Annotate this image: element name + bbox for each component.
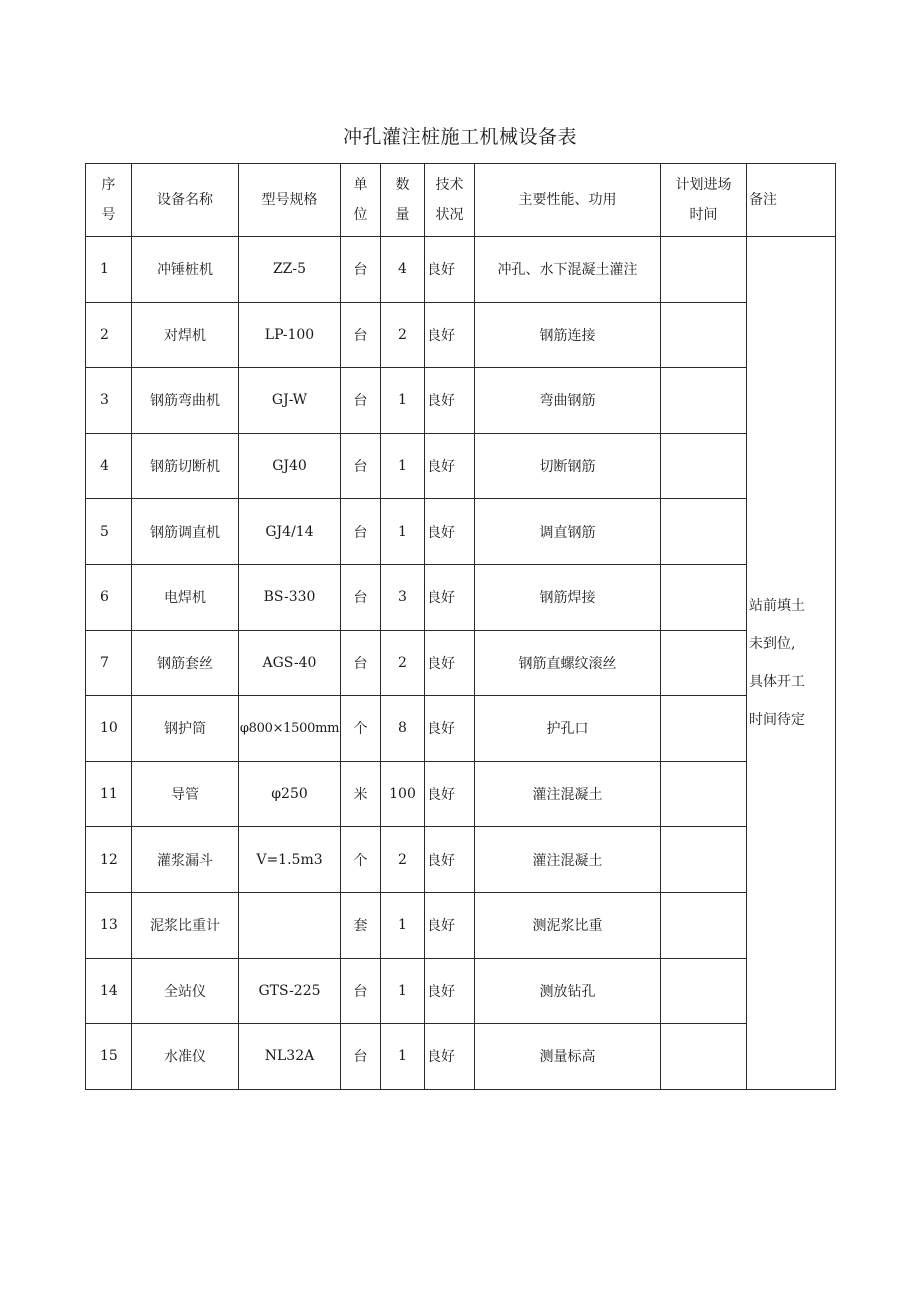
cell-status: 良好 bbox=[425, 761, 475, 827]
cell-qty: 100 bbox=[381, 761, 425, 827]
cell-seq: 11 bbox=[86, 761, 132, 827]
cell-unit: 台 bbox=[341, 433, 381, 499]
header-plan: 计划进场 时间 bbox=[661, 164, 747, 237]
cell-plan bbox=[661, 696, 747, 762]
cell-status: 良好 bbox=[425, 630, 475, 696]
cell-qty: 1 bbox=[381, 958, 425, 1024]
cell-unit: 台 bbox=[341, 958, 381, 1024]
cell-seq: 7 bbox=[86, 630, 132, 696]
cell-model bbox=[239, 892, 341, 958]
cell-unit: 台 bbox=[341, 237, 381, 303]
cell-model: GJ40 bbox=[239, 433, 341, 499]
cell-seq: 1 bbox=[86, 237, 132, 303]
cell-qty: 2 bbox=[381, 630, 425, 696]
cell-model: ZZ-5 bbox=[239, 237, 341, 303]
cell-plan bbox=[661, 302, 747, 368]
cell-model: NL32A bbox=[239, 1024, 341, 1090]
cell-model: BS-330 bbox=[239, 564, 341, 630]
cell-qty: 1 bbox=[381, 499, 425, 565]
cell-seq: 2 bbox=[86, 302, 132, 368]
header-row bbox=[86, 164, 836, 237]
table-row bbox=[86, 433, 836, 499]
header-function: 主要性能、功用 bbox=[475, 164, 661, 237]
cell-plan bbox=[661, 237, 747, 303]
cell-unit: 米 bbox=[341, 761, 381, 827]
cell-model: φ250 bbox=[239, 761, 341, 827]
cell-status: 良好 bbox=[425, 499, 475, 565]
cell-status: 良好 bbox=[425, 564, 475, 630]
cell-function: 测放钻孔 bbox=[475, 958, 661, 1024]
cell-plan bbox=[661, 827, 747, 893]
cell-name: 灌浆漏斗 bbox=[132, 827, 239, 893]
cell-status: 良好 bbox=[425, 237, 475, 303]
equipment-table bbox=[85, 163, 836, 1090]
cell-seq: 13 bbox=[86, 892, 132, 958]
cell-function: 护孔口 bbox=[475, 696, 661, 762]
cell-model: V=1.5m3 bbox=[239, 827, 341, 893]
cell-unit: 个 bbox=[341, 827, 381, 893]
cell-seq: 3 bbox=[86, 368, 132, 434]
cell-model: LP-100 bbox=[239, 302, 341, 368]
cell-function: 弯曲钢筋 bbox=[475, 368, 661, 434]
cell-name: 钢筋切断机 bbox=[132, 433, 239, 499]
cell-model: φ800×1500mm bbox=[239, 696, 341, 762]
cell-plan bbox=[661, 433, 747, 499]
cell-name: 冲锤桩机 bbox=[132, 237, 239, 303]
cell-plan bbox=[661, 958, 747, 1024]
cell-function: 切断钢筋 bbox=[475, 433, 661, 499]
cell-unit: 台 bbox=[341, 564, 381, 630]
cell-seq: 10 bbox=[86, 696, 132, 762]
header-status: 技术 状况 bbox=[425, 164, 475, 237]
cell-status: 良好 bbox=[425, 892, 475, 958]
cell-seq: 15 bbox=[86, 1024, 132, 1090]
cell-model: AGS-40 bbox=[239, 630, 341, 696]
cell-seq: 4 bbox=[86, 433, 132, 499]
cell-seq: 12 bbox=[86, 827, 132, 893]
cell-status: 良好 bbox=[425, 368, 475, 434]
cell-qty: 3 bbox=[381, 564, 425, 630]
cell-function: 冲孔、水下混凝土灌注 bbox=[475, 237, 661, 303]
cell-remark: 站前填土 未到位, 具体开工 时间待定 bbox=[747, 237, 836, 1090]
cell-model: GJ-W bbox=[239, 368, 341, 434]
cell-function: 灌注混凝土 bbox=[475, 761, 661, 827]
page-title: 冲孔灌注桩施工机械设备表 bbox=[342, 126, 577, 148]
table-row bbox=[86, 237, 836, 303]
table-row bbox=[86, 302, 836, 368]
cell-status: 良好 bbox=[425, 1024, 475, 1090]
cell-model: GJ4/14 bbox=[239, 499, 341, 565]
cell-plan bbox=[661, 630, 747, 696]
cell-qty: 1 bbox=[381, 1024, 425, 1090]
cell-qty: 8 bbox=[381, 696, 425, 762]
table-row bbox=[86, 761, 836, 827]
table-row bbox=[86, 1024, 836, 1090]
cell-qty: 2 bbox=[381, 827, 425, 893]
cell-name: 钢筋弯曲机 bbox=[132, 368, 239, 434]
cell-function: 测泥浆比重 bbox=[475, 892, 661, 958]
cell-unit: 台 bbox=[341, 302, 381, 368]
cell-name: 泥浆比重计 bbox=[132, 892, 239, 958]
cell-status: 良好 bbox=[425, 302, 475, 368]
cell-function: 钢筋焊接 bbox=[475, 564, 661, 630]
cell-unit: 台 bbox=[341, 1024, 381, 1090]
cell-unit: 个 bbox=[341, 696, 381, 762]
table-row bbox=[86, 892, 836, 958]
table-row bbox=[86, 368, 836, 434]
cell-seq: 5 bbox=[86, 499, 132, 565]
cell-name: 钢筋套丝 bbox=[132, 630, 239, 696]
header-name: 设备名称 bbox=[132, 164, 239, 237]
cell-unit: 台 bbox=[341, 368, 381, 434]
table-row bbox=[86, 696, 836, 762]
cell-plan bbox=[661, 564, 747, 630]
cell-name: 导管 bbox=[132, 761, 239, 827]
cell-status: 良好 bbox=[425, 696, 475, 762]
cell-name: 钢护筒 bbox=[132, 696, 239, 762]
cell-qty: 2 bbox=[381, 302, 425, 368]
cell-unit: 套 bbox=[341, 892, 381, 958]
cell-name: 电焊机 bbox=[132, 564, 239, 630]
cell-qty: 4 bbox=[381, 237, 425, 303]
table-row bbox=[86, 564, 836, 630]
cell-unit: 台 bbox=[341, 499, 381, 565]
header-remark: 备注 bbox=[747, 164, 836, 237]
table-row bbox=[86, 827, 836, 893]
table-row bbox=[86, 499, 836, 565]
header-qty: 数 量 bbox=[381, 164, 425, 237]
cell-plan bbox=[661, 761, 747, 827]
cell-qty: 1 bbox=[381, 892, 425, 958]
cell-status: 良好 bbox=[425, 827, 475, 893]
cell-name: 对焊机 bbox=[132, 302, 239, 368]
table-row bbox=[86, 958, 836, 1024]
cell-function: 调直钢筋 bbox=[475, 499, 661, 565]
cell-model: GTS-225 bbox=[239, 958, 341, 1024]
cell-status: 良好 bbox=[425, 433, 475, 499]
cell-unit: 台 bbox=[341, 630, 381, 696]
cell-plan bbox=[661, 892, 747, 958]
cell-function: 钢筋连接 bbox=[475, 302, 661, 368]
cell-name: 钢筋调直机 bbox=[132, 499, 239, 565]
cell-function: 钢筋直螺纹滚丝 bbox=[475, 630, 661, 696]
cell-name: 水准仪 bbox=[132, 1024, 239, 1090]
cell-seq: 6 bbox=[86, 564, 132, 630]
cell-status: 良好 bbox=[425, 958, 475, 1024]
cell-plan bbox=[661, 1024, 747, 1090]
cell-plan bbox=[661, 499, 747, 565]
cell-qty: 1 bbox=[381, 368, 425, 434]
table-row bbox=[86, 630, 836, 696]
cell-seq: 14 bbox=[86, 958, 132, 1024]
cell-qty: 1 bbox=[381, 433, 425, 499]
cell-function: 灌注混凝土 bbox=[475, 827, 661, 893]
header-seq: 序 号 bbox=[86, 164, 132, 237]
cell-name: 全站仪 bbox=[132, 958, 239, 1024]
header-model: 型号规格 bbox=[239, 164, 341, 237]
header-unit: 单 位 bbox=[341, 164, 381, 237]
cell-function: 测量标高 bbox=[475, 1024, 661, 1090]
cell-plan bbox=[661, 368, 747, 434]
